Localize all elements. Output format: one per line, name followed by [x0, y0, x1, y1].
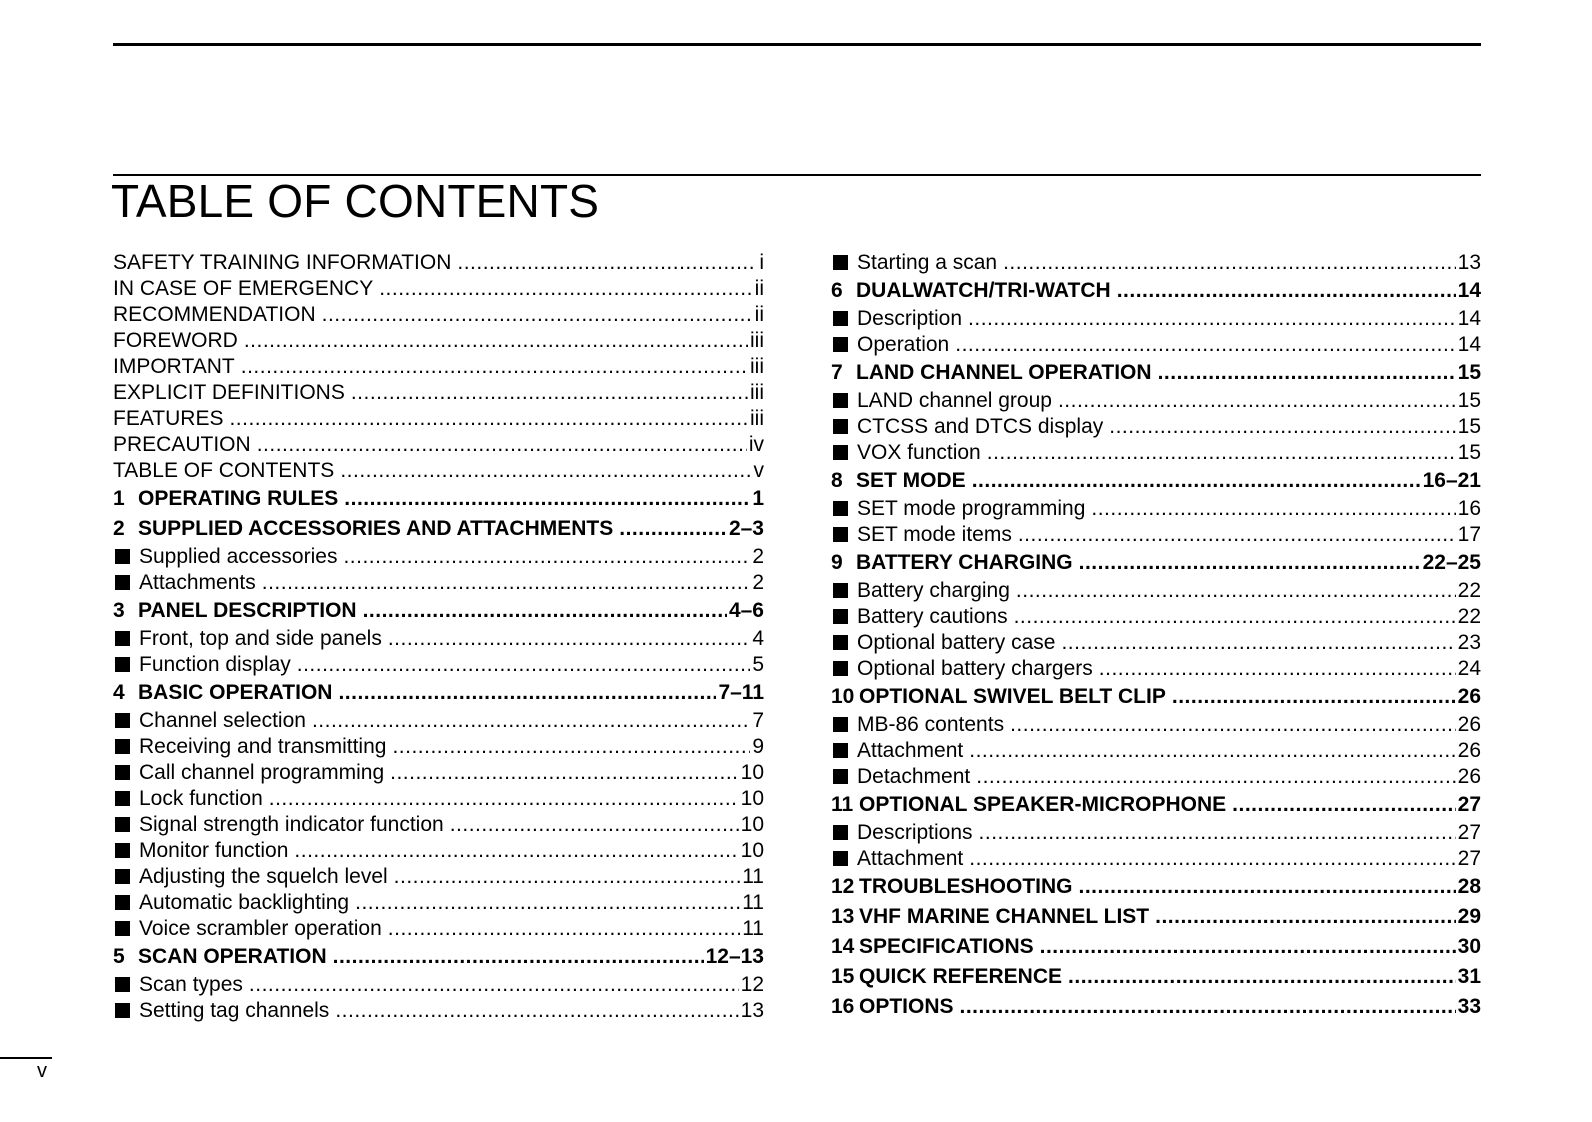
toc-subentry-title: Detachment: [831, 764, 970, 790]
toc-section-title: OPTIONAL SPEAKER-MICROPHONE: [859, 793, 1227, 816]
dot-leader: [450, 812, 739, 838]
dot-leader: [969, 846, 1455, 872]
toc-entry[interactable]: [831, 578, 1481, 604]
dot-leader: [388, 916, 740, 942]
toc-subentry-title: Attachment: [831, 738, 963, 764]
dot-leader: [390, 760, 739, 786]
dot-leader: [262, 570, 751, 596]
dot-leader: [1079, 548, 1421, 578]
toc-entry-title: FEATURES: [113, 407, 224, 430]
toc-entry-title: IN CASE OF EMERGENCY: [113, 277, 374, 300]
toc-section-title: DUALWATCH/TRI-WATCH: [856, 279, 1111, 302]
toc-section-number: 12: [831, 875, 855, 898]
toc-entry[interactable]: [113, 812, 764, 838]
toc-subentry-title: Supplied accessories: [113, 544, 337, 570]
toc-entry[interactable]: [113, 760, 764, 786]
toc-section-number: 14: [831, 935, 855, 958]
dot-leader: [388, 626, 750, 652]
toc-entry[interactable]: [113, 626, 764, 652]
toc-entry[interactable]: [831, 630, 1481, 656]
toc-page-number: 14: [1457, 333, 1481, 356]
dot-leader: [363, 596, 727, 626]
dot-leader: [1155, 902, 1456, 932]
toc-section-number: 4: [113, 681, 125, 704]
toc-entry-title: RECOMMENDATION: [113, 303, 316, 326]
toc-page-number: 22: [1457, 579, 1481, 602]
toc-entry[interactable]: [831, 548, 1481, 578]
toc-page-number: 14: [1457, 279, 1481, 302]
toc-page-number: 2–3: [728, 517, 764, 540]
dot-leader: [1117, 276, 1456, 306]
toc-page-number: 13: [740, 999, 764, 1022]
toc-page-number: 15: [1457, 415, 1481, 438]
toc-entry[interactable]: [113, 302, 764, 328]
toc-page-number: 22–25: [1422, 551, 1481, 574]
toc-section-number: 5: [113, 945, 125, 968]
toc-page-number: 12–13: [705, 945, 764, 968]
toc-page-number: 26: [1457, 765, 1481, 788]
toc-subentry-title: Function display: [113, 652, 291, 678]
dot-leader: [343, 544, 750, 570]
toc-page-number: 5: [752, 653, 764, 676]
toc-section-title: OPERATING RULES: [138, 487, 339, 510]
toc-entry[interactable]: [831, 604, 1481, 630]
dot-leader: [269, 786, 739, 812]
toc-subentry-title: CTCSS and DTCS display: [831, 414, 1103, 440]
toc-subentry-title: Attachment: [831, 846, 963, 872]
dot-leader: [344, 484, 750, 514]
toc-page-number: 16–21: [1422, 469, 1481, 492]
toc-section-number: 16: [831, 995, 855, 1018]
toc-section-number: 7: [831, 361, 843, 384]
toc-subentry-title: Call channel programming: [113, 760, 384, 786]
toc-section-title: SUPPLIED ACCESSORIES AND ATTACHMENTS: [138, 517, 614, 540]
toc-subentry-title: Battery charging: [831, 578, 1010, 604]
dot-leader: [1040, 932, 1456, 962]
toc-entry[interactable]: [831, 932, 1481, 962]
toc-subentry-title: Attachments: [113, 570, 256, 596]
toc-page-number: 23: [1457, 631, 1481, 654]
toc-entry[interactable]: [113, 406, 764, 432]
dot-leader: [333, 942, 704, 972]
toc-entry[interactable]: [113, 596, 764, 626]
dot-leader: [241, 354, 748, 380]
dot-leader: [955, 332, 1455, 358]
toc-page-number: 26: [1457, 713, 1481, 736]
toc-entry-title: IMPORTANT: [113, 355, 235, 378]
dot-leader: [1016, 578, 1456, 604]
toc-entry[interactable]: [831, 496, 1481, 522]
toc-entry[interactable]: [113, 998, 764, 1024]
toc-page-number: 30: [1457, 935, 1481, 958]
toc-entry[interactable]: [831, 656, 1481, 682]
toc-subentry-title: MB-86 contents: [831, 712, 1004, 738]
toc-page-number: 4–6: [728, 599, 764, 622]
toc-subentry-title: LAND channel group: [831, 388, 1052, 414]
toc-section-title: BATTERY CHARGING: [856, 551, 1073, 574]
dot-leader: [249, 972, 739, 998]
dot-leader: [1014, 604, 1456, 630]
dot-leader: [1079, 872, 1456, 902]
toc-page-number: ii: [754, 277, 764, 300]
toc-entry[interactable]: [113, 432, 764, 458]
toc-section-number: 8: [831, 469, 843, 492]
toc-page-number: 10: [740, 761, 764, 784]
toc-entry[interactable]: [831, 682, 1481, 712]
toc-entry[interactable]: [113, 652, 764, 678]
toc-page-number: 13: [1457, 251, 1481, 274]
dot-leader: [294, 838, 738, 864]
dot-leader: [1018, 522, 1456, 548]
toc-entry[interactable]: [113, 328, 764, 354]
toc-section-title: VHF MARINE CHANNEL LIST: [859, 905, 1150, 928]
dot-leader: [392, 734, 750, 760]
toc-subentry-title: Operation: [831, 332, 949, 358]
toc-entry[interactable]: [831, 358, 1481, 388]
toc-entry[interactable]: [831, 820, 1481, 846]
dot-leader: [1068, 962, 1456, 992]
toc-page-number: i: [759, 251, 764, 274]
toc-page-number: 24: [1457, 657, 1481, 680]
dot-leader: [244, 328, 748, 354]
toc-subentry-title: Description: [831, 306, 962, 332]
dot-leader: [312, 708, 750, 734]
toc-entry[interactable]: [113, 276, 764, 302]
toc-section-title: SCAN OPERATION: [138, 945, 327, 968]
dot-leader: [972, 466, 1421, 496]
toc-section-number: 3: [113, 599, 125, 622]
toc-entry[interactable]: [831, 414, 1481, 440]
toc-entry[interactable]: [831, 466, 1481, 496]
toc-page-number: iv: [748, 433, 764, 456]
toc-entry[interactable]: [113, 484, 764, 514]
dot-leader: [1010, 712, 1456, 738]
toc-entry-title: FOREWORD: [113, 329, 238, 352]
toc-page-number: 27: [1457, 793, 1481, 816]
toc-subentry-title: Descriptions: [831, 820, 973, 846]
toc-subentry-title: SET mode items: [831, 522, 1012, 548]
toc-section-title: TROUBLESHOOTING: [859, 875, 1073, 898]
toc-entry[interactable]: [831, 250, 1481, 276]
toc-entry[interactable]: [113, 514, 764, 544]
toc-page-number: 14: [1457, 307, 1481, 330]
toc-page-number: 16: [1457, 497, 1481, 520]
toc-subentry-title: Adjusting the squelch level: [113, 864, 388, 890]
toc-section-title: QUICK REFERENCE: [859, 965, 1063, 988]
toc-entry-title: EXPLICIT DEFINITIONS: [113, 381, 345, 404]
toc-left-column: [113, 250, 764, 1024]
dot-leader: [340, 458, 751, 484]
toc-page-number: iii: [750, 329, 764, 352]
dot-leader: [968, 306, 1456, 332]
dot-leader: [1058, 388, 1456, 414]
toc-subentry-title: Automatic backlighting: [113, 890, 349, 916]
dot-leader: [979, 820, 1456, 846]
toc-section-number: 15: [831, 965, 855, 988]
toc-entry[interactable]: [831, 962, 1481, 992]
toc-entry[interactable]: [113, 458, 764, 484]
toc-page-number: 2: [752, 545, 764, 568]
toc-entry[interactable]: [113, 972, 764, 998]
toc-page-number: 15: [1457, 441, 1481, 464]
dot-leader: [1158, 358, 1456, 388]
dot-leader: [257, 432, 747, 458]
dot-leader: [351, 380, 748, 406]
toc-subentry-title: Battery cautions: [831, 604, 1008, 630]
toc-entry[interactable]: [831, 522, 1481, 548]
toc-page-number: 7–11: [718, 681, 764, 704]
toc-page-number: 10: [740, 787, 764, 810]
toc-page-number: 11: [742, 891, 764, 914]
toc-page-number: 1: [752, 487, 764, 510]
toc-page-number: 17: [1457, 523, 1481, 546]
dot-leader: [969, 738, 1455, 764]
toc-page-number: 11: [742, 917, 764, 940]
toc-entry[interactable]: [113, 838, 764, 864]
toc-section-number: 1: [113, 487, 125, 510]
toc-entry[interactable]: [113, 890, 764, 916]
toc-entry[interactable]: [831, 306, 1481, 332]
toc-entry[interactable]: [113, 916, 764, 942]
dot-leader: [229, 406, 748, 432]
toc-page-number: v: [753, 459, 764, 482]
toc-entry[interactable]: [113, 380, 764, 406]
dot-leader: [1061, 630, 1455, 656]
toc-section-number: 13: [831, 905, 855, 928]
header-rule: [113, 43, 1481, 46]
toc-section-number: 2: [113, 517, 125, 540]
toc-entry[interactable]: [831, 712, 1481, 738]
dot-leader: [1003, 250, 1456, 276]
toc-entry[interactable]: [113, 570, 764, 596]
toc-subentry-title: Starting a scan: [831, 250, 997, 276]
dot-leader: [338, 678, 716, 708]
toc-section-title: LAND CHANNEL OPERATION: [856, 361, 1152, 384]
toc-page-number: 22: [1457, 605, 1481, 628]
toc-subentry-title: Monitor function: [113, 838, 288, 864]
toc-section-title: SET MODE: [856, 469, 966, 492]
footer-rule: [0, 1057, 52, 1059]
dot-leader: [355, 890, 740, 916]
toc-page-number: ii: [754, 303, 764, 326]
toc-entry[interactable]: [831, 902, 1481, 932]
toc-section-title: SPECIFICATIONS: [859, 935, 1034, 958]
toc-page-number: 7: [752, 709, 764, 732]
page-number: v: [37, 1060, 47, 1082]
toc-entry[interactable]: [113, 786, 764, 812]
dot-leader: [394, 864, 741, 890]
toc-section-number: 6: [831, 279, 843, 302]
dot-leader: [457, 250, 757, 276]
toc-entry[interactable]: [113, 544, 764, 570]
toc-subentry-title: Optional battery case: [831, 630, 1055, 656]
toc-subentry-title: Signal strength indicator function: [113, 812, 444, 838]
toc-page-number: 9: [752, 735, 764, 758]
dot-leader: [297, 652, 751, 678]
dot-leader: [322, 302, 753, 328]
toc-entry[interactable]: [831, 332, 1481, 358]
toc-section-title: PANEL DESCRIPTION: [138, 599, 357, 622]
toc-section-title: OPTIONAL SWIVEL BELT CLIP: [859, 685, 1166, 708]
toc-page-number: 2: [752, 571, 764, 594]
toc-section-number: 11: [831, 793, 854, 816]
toc-subentry-title: SET mode programming: [831, 496, 1085, 522]
dot-leader: [1109, 414, 1455, 440]
toc-page-number: 15: [1457, 389, 1481, 412]
dot-leader: [987, 440, 1456, 466]
toc-entry[interactable]: [113, 734, 764, 760]
toc-page-number: 29: [1457, 905, 1481, 928]
dot-leader: [1091, 496, 1455, 522]
toc-page-number: 31: [1457, 965, 1481, 988]
page-title: TABLE OF CONTENTS: [111, 175, 600, 227]
toc-subentry-title: VOX function: [831, 440, 981, 466]
toc-entry[interactable]: [831, 764, 1481, 790]
dot-leader: [619, 514, 727, 544]
toc-subentry-title: Front, top and side panels: [113, 626, 382, 652]
toc-entry[interactable]: [113, 250, 764, 276]
toc-entry[interactable]: [831, 790, 1481, 820]
toc-entry[interactable]: [113, 678, 764, 708]
dot-leader: [1099, 656, 1456, 682]
toc-entry[interactable]: [831, 276, 1481, 306]
toc-subentry-title: Scan types: [113, 972, 243, 998]
toc-entry[interactable]: [113, 942, 764, 972]
toc-entry-title: SAFETY TRAINING INFORMATION: [113, 251, 452, 274]
toc-section-title: OPTIONS: [859, 995, 954, 1018]
toc-entry[interactable]: [831, 738, 1481, 764]
toc-page-number: iii: [750, 407, 764, 430]
toc-page-number: 15: [1457, 361, 1481, 384]
toc-section-title: BASIC OPERATION: [138, 681, 333, 704]
toc-page-number: 12: [740, 973, 764, 996]
toc-entry[interactable]: [113, 354, 764, 380]
toc-section-number: 10: [831, 685, 855, 708]
toc-page-number: 10: [740, 839, 764, 862]
toc-page-number: 27: [1457, 847, 1481, 870]
dot-leader: [1172, 682, 1456, 712]
toc-entry[interactable]: [831, 388, 1481, 414]
dot-leader: [976, 764, 1455, 790]
toc-entry[interactable]: [831, 992, 1481, 1022]
toc-entry[interactable]: [113, 708, 764, 734]
toc-page-number: 27: [1457, 821, 1481, 844]
toc-entry[interactable]: [831, 872, 1481, 902]
toc-subentry-title: Receiving and transmitting: [113, 734, 386, 760]
toc-page-number: 28: [1457, 875, 1481, 898]
toc-page-number: 26: [1457, 739, 1481, 762]
toc-right-column: [831, 250, 1481, 1022]
toc-page-number: 4: [752, 627, 764, 650]
dot-leader: [335, 998, 738, 1024]
toc-subentry-title: Setting tag channels: [113, 998, 329, 1024]
toc-entry[interactable]: [831, 846, 1481, 872]
toc-page-number: 33: [1457, 995, 1481, 1018]
toc-page-number: 11: [742, 865, 764, 888]
toc-subentry-title: Voice scrambler operation: [113, 916, 382, 942]
toc-page-number: iii: [750, 381, 764, 404]
toc-subentry-title: Optional battery chargers: [831, 656, 1093, 682]
toc-entry-title: PRECAUTION: [113, 433, 251, 456]
toc-page-number: iii: [750, 355, 764, 378]
toc-page-number: 10: [740, 813, 764, 836]
dot-leader: [1232, 790, 1455, 820]
toc-subentry-title: Channel selection: [113, 708, 306, 734]
toc-page-number: 26: [1457, 685, 1481, 708]
toc-entry-title: TABLE OF CONTENTS: [113, 459, 335, 482]
toc-entry[interactable]: [113, 864, 764, 890]
toc-entry[interactable]: [831, 440, 1481, 466]
toc-subentry-title: Lock function: [113, 786, 263, 812]
toc-section-number: 9: [831, 551, 843, 574]
dot-leader: [960, 992, 1456, 1022]
dot-leader: [379, 276, 752, 302]
